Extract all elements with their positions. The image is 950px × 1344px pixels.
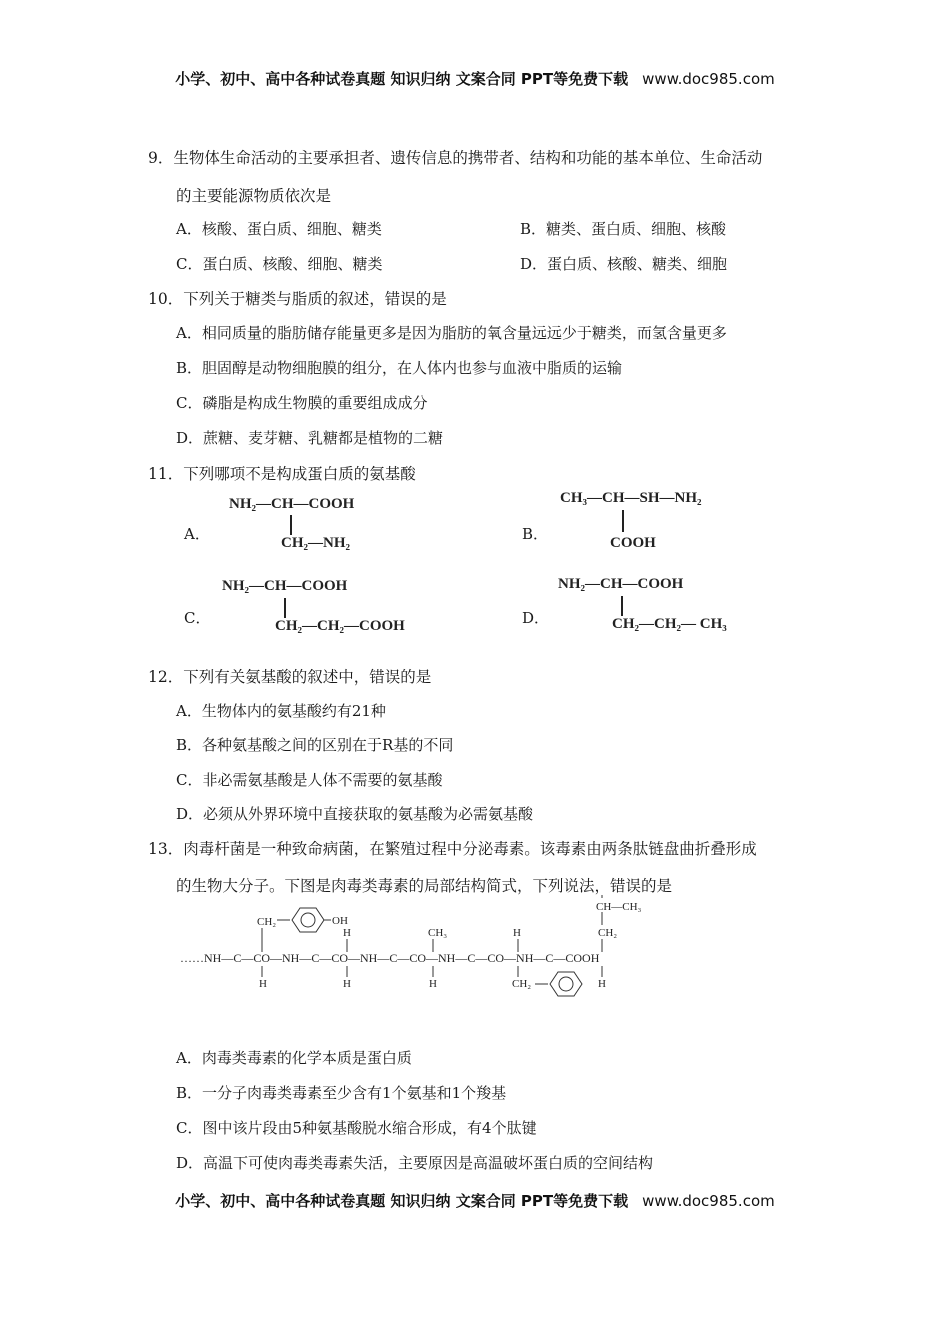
q13-top-4: H <box>513 927 521 939</box>
q10-option-d: D．蔗糖、麦芽糖、乳糖都是植物的二糖 <box>176 429 444 447</box>
q11-label-c: C． <box>184 609 211 627</box>
q9-option-a: A．核酸、蛋白质、细胞、糖类 <box>176 220 382 238</box>
q11-d-bond <box>621 596 623 616</box>
q11-label-a: A． <box>184 525 210 543</box>
q13-option-d: D．高温下可使肉毒类毒素失活，主要原因是高温破坏蛋白质的空间结构 <box>176 1154 654 1172</box>
page-header <box>0 68 950 89</box>
q13-line2: 的生物大分子。下图是肉毒类毒素的局部结构简式，下列说法，错误的是 <box>176 877 673 895</box>
q9-option-c: C．蛋白质、核酸、细胞、糖类 <box>176 255 383 273</box>
q9-line1: 9．生物体生命活动的主要承担者、遗传信息的携带者、结构和功能的基本单位、生命活动 <box>148 149 763 167</box>
q11-c-top: NH₂—CH—COOH <box>222 578 348 594</box>
q12-option-a: A．生物体内的氨基酸约有21种 <box>176 702 386 720</box>
q12-option-d: D．必须从外界环境中直接获取的氨基酸为必需氨基酸 <box>176 805 534 823</box>
q11-label-d: D． <box>522 609 550 627</box>
q13-bottom-1: H <box>259 978 267 990</box>
q11-d-top: NH₂—CH—COOH <box>558 576 684 592</box>
q13-line1: 13．肉毒杆菌是一种致命病菌，在繁殖过程中分泌毒素。该毒素由两条肽链盘曲折叠形成 <box>148 840 757 858</box>
q11-c-bottom: CH₂—CH₂—COOH <box>275 618 405 634</box>
q11-c-bond <box>284 598 286 618</box>
q11-a-top: NH₂—CH—COOH <box>229 496 355 512</box>
q11-a-bond <box>290 515 292 535</box>
footer-url[interactable]: www.doc985.com <box>642 1192 775 1210</box>
q10-option-b: B．胆固醇是动物细胞膜的组分，在人体内也参与血液中脂质的运输 <box>176 359 623 377</box>
q13-chain: ……NH—C—CO—NH—C—CO—NH—C—CO—NH—C—CO—NH—C—COOH <box>180 951 600 965</box>
header-text: 小学、初中、高中各种试卷真题 知识归纳 文案合同 PPT等免费下载 <box>175 70 629 88</box>
q13-benzene-ring-top <box>292 908 324 932</box>
q9-line2: 的主要能源物质依次是 <box>176 187 332 205</box>
q13-benzene-ring-bottom-inner <box>559 977 573 991</box>
q13-bottom-3: H <box>429 978 437 990</box>
q11-a-bottom: CH₂—NH₂ <box>281 535 350 551</box>
q13-option-b: B．一分子肉毒类毒素至少含有1个氨基和1个羧基 <box>176 1084 507 1102</box>
q13-bottom-4: CH₂ <box>512 978 532 990</box>
header-url[interactable]: www.doc985.com <box>642 70 775 88</box>
q13-oh: OH <box>332 915 348 927</box>
q11-b-bottom: COOH <box>610 535 656 551</box>
q11-b-top: CH₃—CH—SH—NH₂ <box>560 490 702 506</box>
q9-option-b: B．糖类、蛋白质、细胞、核酸 <box>520 220 727 238</box>
q10-stem: 10．下列关于糖类与脂质的叙述，错误的是 <box>148 290 447 308</box>
q12-option-c: C．非必需氨基酸是人体不需要的氨基酸 <box>176 771 443 789</box>
q13-bottom-2: H <box>343 978 351 990</box>
q12-option-b: B．各种氨基酸之间的区别在于R基的不同 <box>176 736 454 754</box>
q11-stem: 11．下列哪项不是构成蛋白质的氨基酸 <box>148 465 416 483</box>
q13-branch-mid: CH—CH₃ <box>596 901 642 913</box>
q13-option-a: A．肉毒类毒素的化学本质是蛋白质 <box>176 1049 412 1067</box>
q13-structure-figure <box>180 895 700 1005</box>
q13-top-5: CH₂ <box>598 927 618 939</box>
q13-top-1: CH₂ <box>257 916 277 928</box>
q12-stem: 12．下列有关氨基酸的叙述中，错误的是 <box>148 668 432 686</box>
q11-label-b: B． <box>522 525 549 543</box>
q9-option-d: D．蛋白质、核酸、糖类、细胞 <box>520 255 728 273</box>
q13-top-2: H <box>343 927 351 939</box>
q11-d-bottom: CH₂—CH₂— CH₃ <box>612 616 727 632</box>
footer-text: 小学、初中、高中各种试卷真题 知识归纳 文案合同 PPT等免费下载 <box>175 1192 629 1210</box>
page-footer <box>0 1190 950 1211</box>
q13-bottom-5: H <box>598 978 606 990</box>
q10-option-c: C．磷脂是构成生物膜的重要组成成分 <box>176 394 428 412</box>
q13-benzene-ring-top-inner <box>301 913 315 927</box>
q11-b-bond <box>622 510 624 532</box>
q13-benzene-ring-bottom <box>550 972 582 996</box>
q10-option-a: A．相同质量的脂肪储存能量更多是因为脂肪的氧含量远远少于糖类，而氢含量更多 <box>176 324 727 342</box>
q13-option-c: C．图中该片段由5种氨基酸脱水缩合形成，有4个肽键 <box>176 1119 537 1137</box>
q13-top-3: CH₃ <box>428 927 448 939</box>
